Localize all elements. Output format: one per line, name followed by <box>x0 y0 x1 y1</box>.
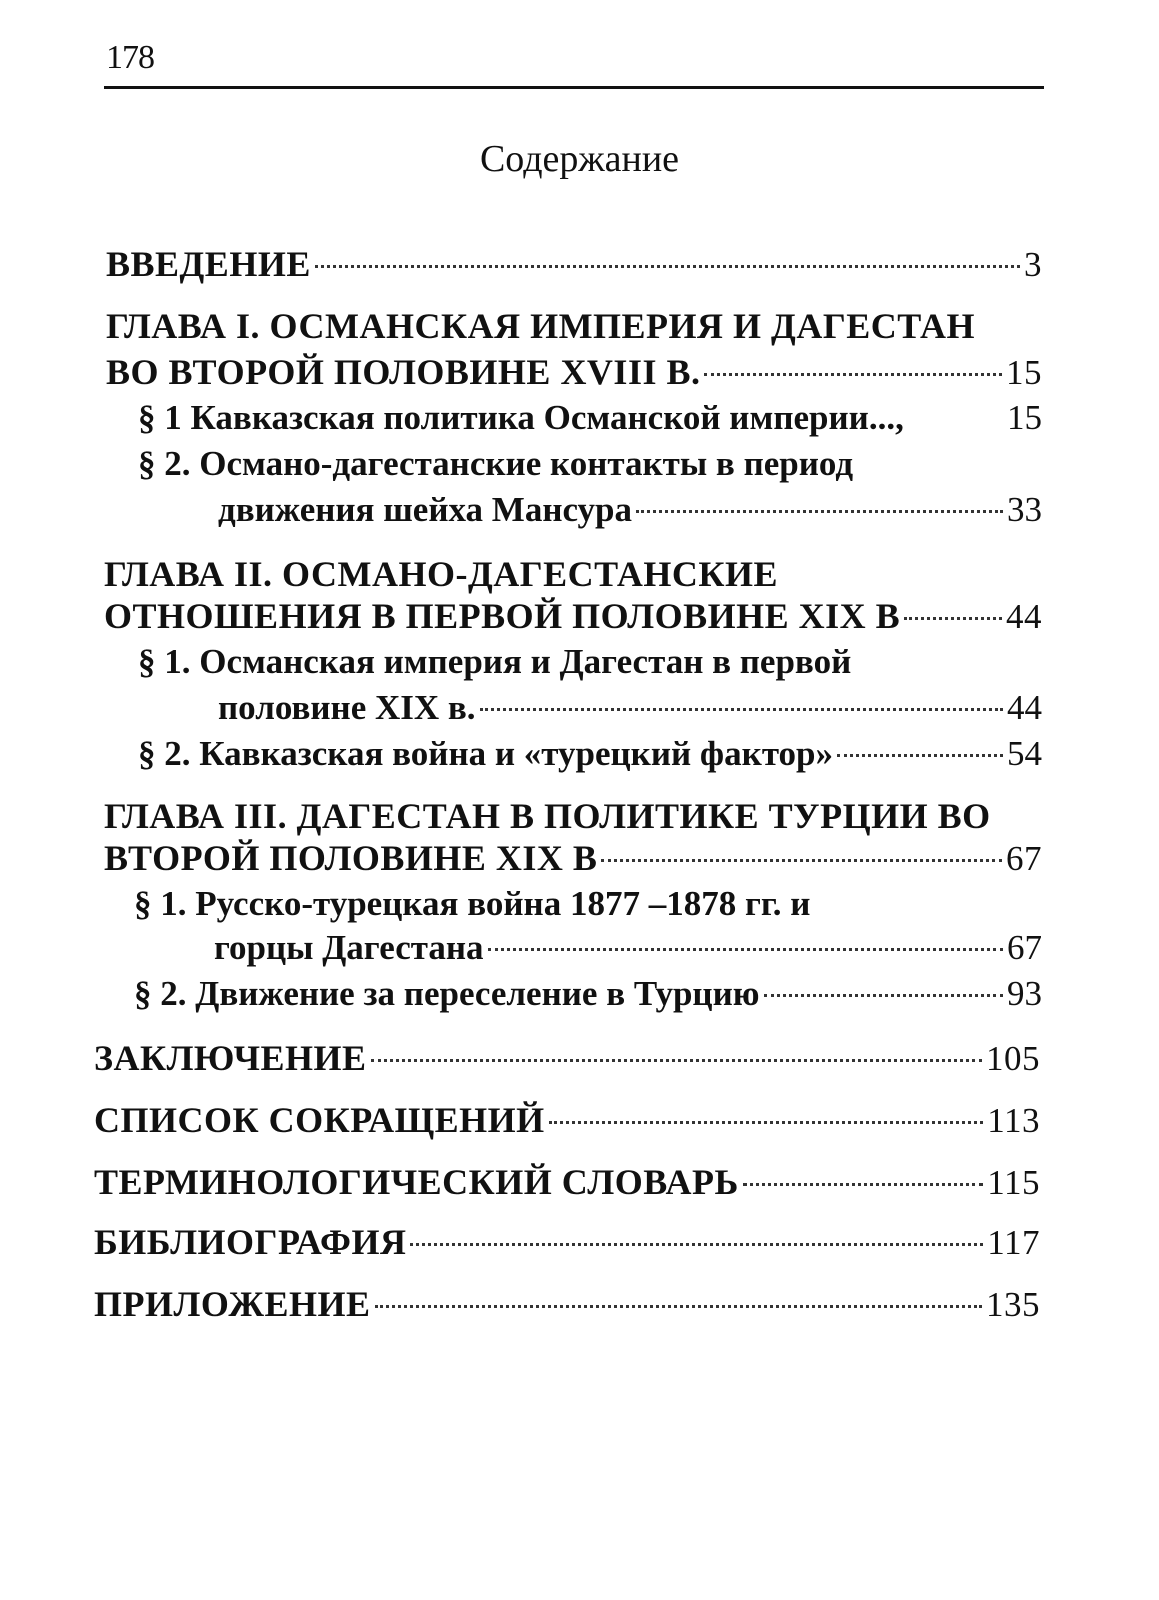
toc-entry-title: ЗАКЛЮЧЕНИЕ <box>94 1038 367 1078</box>
dot-leader <box>315 265 1020 268</box>
toc-entry-bibliography[interactable] <box>94 1218 1040 1266</box>
toc-entry-title: ВТОРОЙ ПОЛОВИНЕ XIX В <box>104 838 598 878</box>
dot-leader <box>904 617 1002 620</box>
dot-leader <box>371 1059 982 1062</box>
toc-chapter-3-line1[interactable] <box>104 792 991 840</box>
page-title: Содержание <box>479 138 680 180</box>
toc-section-1-2[interactable] <box>218 486 1042 534</box>
toc-chapter-1[interactable] <box>106 348 1042 396</box>
toc-entry-page: 15 <box>1006 353 1042 392</box>
toc-entry-page: 113 <box>987 1101 1040 1140</box>
dot-leader <box>764 994 1004 997</box>
toc-entry-title: СПИСОК СОКРАЩЕНИЙ <box>94 1100 545 1140</box>
toc-section-2-2[interactable] <box>138 730 1042 778</box>
dot-leader <box>636 510 1003 513</box>
dot-leader <box>480 708 1003 711</box>
dot-leader <box>743 1183 984 1186</box>
toc-entry-page: 67 <box>1006 839 1042 878</box>
toc-entry-page: 135 <box>986 1285 1040 1324</box>
toc-entry-title: БИБЛИОГРАФИЯ <box>94 1222 407 1262</box>
toc-entry-title: § 2. Кавказская война и «турецкий фактор» <box>138 734 834 773</box>
toc-entry-page: 33 <box>1007 490 1042 529</box>
toc-entry-title: ВВЕДЕНИЕ <box>106 244 311 284</box>
dot-leader <box>410 1243 983 1246</box>
toc-entry-page: 117 <box>987 1223 1040 1262</box>
toc-entry-page: 105 <box>986 1039 1040 1078</box>
dot-leader <box>375 1305 982 1308</box>
toc-entry-title: половине XIX в. <box>218 688 476 727</box>
toc-entry-page: 115 <box>987 1163 1040 1202</box>
page-number: 178 <box>106 39 154 76</box>
toc-entry-title: § 1. Османская империя и Дагестан в первой <box>138 642 852 681</box>
toc-section-1-1[interactable] <box>138 394 1042 442</box>
dot-leader <box>601 859 1002 862</box>
toc-entry-title: движения шейха Мансура <box>218 490 633 529</box>
toc-entry-page: 44 <box>1007 688 1042 727</box>
toc-entry-title: горцы Дагестана <box>214 928 484 967</box>
toc-entry-page: 54 <box>1007 734 1042 773</box>
toc-entry-glossary[interactable] <box>94 1158 1040 1206</box>
toc-section-3-1[interactable] <box>214 924 1042 972</box>
toc-section-2-1-line1[interactable] <box>138 638 851 686</box>
toc-entry-title: ГЛАВА II. ОСМАНО-ДАГЕСТАНСКИЕ <box>104 554 778 594</box>
toc-entry-page: 44 <box>1006 597 1042 636</box>
toc-section-2-1[interactable] <box>218 684 1042 732</box>
toc-entry-page: 15 <box>1007 398 1042 437</box>
dot-leader <box>704 373 1002 376</box>
toc-entry-introduction[interactable] <box>106 240 1042 288</box>
toc-entry-title: ПРИЛОЖЕНИЕ <box>94 1284 371 1324</box>
toc-entry-title: ВО ВТОРОЙ ПОЛОВИНЕ XVIII В. <box>106 352 701 392</box>
toc-entry-title: ТЕРМИНОЛОГИЧЕСКИЙ СЛОВАРЬ <box>94 1162 739 1202</box>
toc-entry-title: ГЛАВА I. ОСМАНСКАЯ ИМПЕРИЯ И ДАГЕСТАН <box>106 306 975 346</box>
toc-entry-page: 93 <box>1007 974 1042 1013</box>
toc-section-3-1-line1[interactable] <box>134 880 810 928</box>
toc-entry-title: § 1. Русско-турецкая война 1877 –1878 гг. и <box>134 884 811 923</box>
toc-chapter-1-line1[interactable] <box>106 302 975 350</box>
toc-chapter-2-line1[interactable] <box>104 550 778 598</box>
toc-entry-title: § 2. Османо-дагестанские контакты в период <box>138 444 854 483</box>
toc-section-1-2-line1[interactable] <box>138 440 853 488</box>
toc-section-3-2[interactable] <box>134 970 1042 1018</box>
toc-entry-title: § 2. Движение за переселение в Турцию <box>134 974 760 1013</box>
toc-entry-page: 67 <box>1007 928 1042 967</box>
toc-chapter-2[interactable] <box>104 592 1042 640</box>
toc-entry-abbreviations[interactable] <box>94 1096 1040 1144</box>
toc-chapter-3[interactable] <box>104 834 1042 882</box>
toc-entry-conclusion[interactable] <box>94 1034 1040 1082</box>
dot-leader <box>488 948 1003 951</box>
toc-entry-appendix[interactable] <box>94 1280 1040 1328</box>
toc-entry-page: 3 <box>1024 245 1042 284</box>
toc-entry-title: ГЛАВА III. ДАГЕСТАН В ПОЛИТИКЕ ТУРЦИИ ВО <box>104 796 991 836</box>
dot-leader <box>549 1121 984 1124</box>
toc-entry-title: § 1 Кавказская политика Османской империи..., <box>138 398 904 437</box>
dot-leader <box>837 754 1003 757</box>
toc-entry-title: ОТНОШЕНИЯ В ПЕРВОЙ ПОЛОВИНЕ XIX В <box>104 596 901 636</box>
